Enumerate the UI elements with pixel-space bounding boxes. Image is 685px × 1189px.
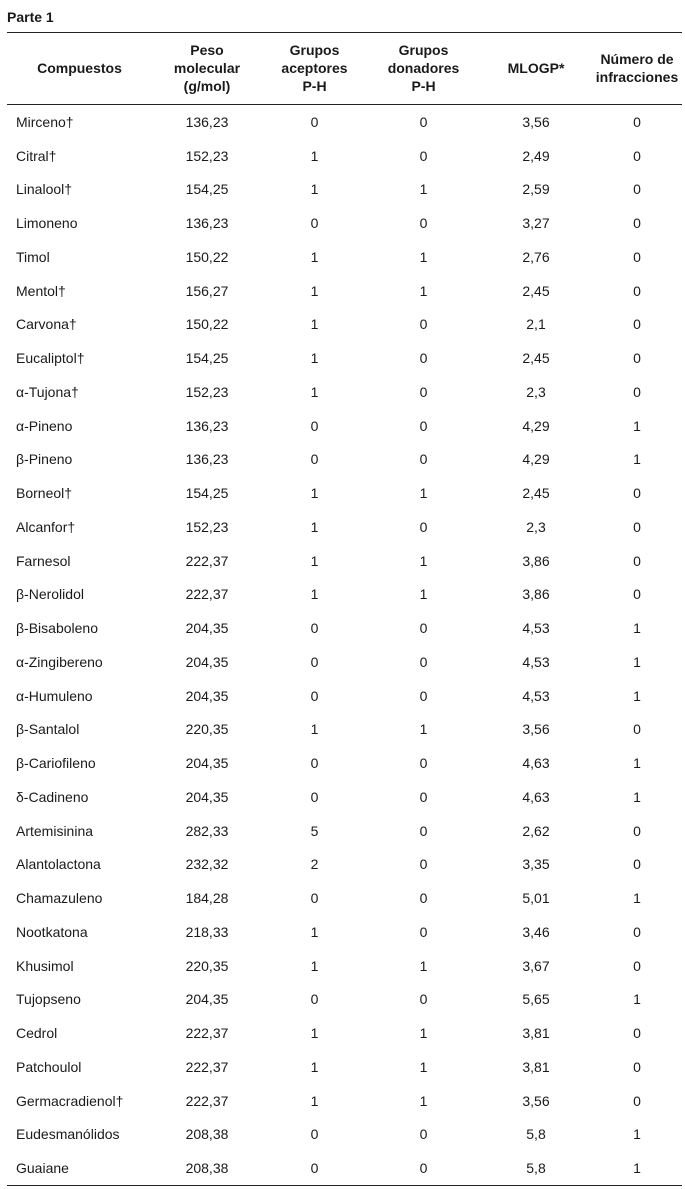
table-row bbox=[7, 781, 682, 813]
cell-mlogp: 2,45 bbox=[522, 282, 550, 299]
cell-donadores: 0 bbox=[419, 890, 428, 907]
table-row bbox=[7, 140, 682, 172]
table-row bbox=[7, 680, 682, 712]
cell-compuesto: β-Cariofileno bbox=[16, 755, 96, 772]
table-row bbox=[7, 578, 682, 610]
cell-compuesto: Eucaliptol† bbox=[16, 350, 85, 367]
table-row bbox=[7, 173, 682, 205]
table-row bbox=[7, 1152, 682, 1184]
part-title: Parte 1 bbox=[7, 9, 54, 25]
table-row bbox=[7, 241, 682, 273]
cell-mlogp: 2,3 bbox=[526, 518, 546, 535]
cell-peso-molecular: 204,35 bbox=[185, 620, 229, 637]
table-row bbox=[7, 207, 682, 239]
cell-aceptores: 0 bbox=[310, 890, 319, 907]
cell-compuesto: β-Santalol bbox=[16, 721, 80, 738]
cell-aceptores: 1 bbox=[310, 248, 319, 265]
cell-infracciones: 0 bbox=[633, 721, 641, 738]
cell-mlogp: 2,59 bbox=[522, 181, 550, 198]
cell-compuesto: Alcanfor† bbox=[16, 518, 76, 535]
table-row bbox=[7, 511, 682, 543]
cell-mlogp: 2,62 bbox=[522, 822, 550, 839]
cell-donadores: 1 bbox=[419, 282, 428, 299]
cell-compuesto: Mentol† bbox=[16, 282, 66, 299]
cell-donadores: 1 bbox=[419, 181, 428, 198]
cell-mlogp: 2,45 bbox=[522, 350, 550, 367]
table-row bbox=[7, 713, 682, 745]
cell-aceptores: 1 bbox=[310, 383, 319, 400]
cell-donadores: 0 bbox=[419, 755, 428, 772]
cell-peso-molecular: 136,23 bbox=[185, 113, 229, 130]
table-body bbox=[7, 105, 682, 1185]
cell-compuesto: β-Bisaboleno bbox=[16, 620, 98, 637]
cell-peso-molecular: 136,23 bbox=[185, 215, 229, 232]
cell-donadores: 0 bbox=[419, 518, 428, 535]
cell-infracciones: 0 bbox=[633, 282, 641, 299]
cell-donadores: 1 bbox=[419, 485, 428, 502]
cell-aceptores: 1 bbox=[310, 316, 319, 333]
cell-compuesto: Germacradienol† bbox=[16, 1092, 124, 1109]
cell-mlogp: 2,1 bbox=[526, 316, 546, 333]
cell-mlogp: 5,8 bbox=[526, 1160, 546, 1177]
cell-peso-molecular: 232,32 bbox=[185, 856, 229, 873]
cell-mlogp: 4,29 bbox=[522, 451, 550, 468]
cell-infracciones: 0 bbox=[633, 957, 641, 974]
cell-aceptores: 0 bbox=[310, 653, 319, 670]
table-row bbox=[7, 848, 682, 880]
table-row bbox=[7, 646, 682, 678]
cell-donadores: 0 bbox=[419, 316, 428, 333]
cell-peso-molecular: 204,35 bbox=[185, 653, 229, 670]
cell-mlogp: 4,63 bbox=[522, 788, 550, 805]
cell-infracciones: 0 bbox=[633, 518, 641, 535]
cell-donadores: 0 bbox=[419, 653, 428, 670]
cell-peso-molecular: 222,37 bbox=[185, 1092, 229, 1109]
cell-compuesto: Borneol† bbox=[16, 485, 73, 502]
cell-mlogp: 3,27 bbox=[522, 215, 550, 232]
cell-mlogp: 4,53 bbox=[522, 687, 550, 704]
header-peso-molecular: Peso molecular (g/mol) bbox=[173, 42, 241, 94]
cell-peso-molecular: 150,22 bbox=[185, 316, 229, 333]
cell-mlogp: 3,86 bbox=[522, 552, 550, 569]
cell-aceptores: 0 bbox=[310, 788, 319, 805]
table-row bbox=[7, 275, 682, 307]
cell-donadores: 0 bbox=[419, 113, 428, 130]
cell-peso-molecular: 222,37 bbox=[185, 552, 229, 569]
cell-infracciones: 0 bbox=[633, 215, 641, 232]
cell-peso-molecular: 222,37 bbox=[185, 586, 229, 603]
cell-infracciones: 1 bbox=[633, 451, 641, 468]
cell-aceptores: 1 bbox=[310, 350, 319, 367]
cell-mlogp: 4,29 bbox=[522, 417, 550, 434]
cell-infracciones: 0 bbox=[633, 856, 641, 873]
cell-peso-molecular: 220,35 bbox=[185, 957, 229, 974]
cell-donadores: 1 bbox=[419, 1025, 428, 1042]
cell-mlogp: 5,01 bbox=[522, 890, 550, 907]
table-row bbox=[7, 1051, 682, 1083]
cell-infracciones: 0 bbox=[633, 822, 641, 839]
cell-donadores: 0 bbox=[419, 350, 428, 367]
cell-donadores: 0 bbox=[419, 215, 428, 232]
cell-donadores: 0 bbox=[419, 417, 428, 434]
cell-donadores: 1 bbox=[419, 957, 428, 974]
cell-infracciones: 0 bbox=[633, 1058, 641, 1075]
cell-compuesto: Cedrol bbox=[16, 1025, 58, 1042]
table-row bbox=[7, 612, 682, 644]
table-header bbox=[7, 32, 682, 104]
cell-aceptores: 1 bbox=[310, 586, 319, 603]
cell-mlogp: 2,45 bbox=[522, 485, 550, 502]
cell-compuesto: Khusimol bbox=[16, 957, 74, 974]
cell-infracciones: 1 bbox=[633, 620, 641, 637]
cell-compuesto: β-Nerolidol bbox=[16, 586, 84, 603]
cell-infracciones: 1 bbox=[633, 653, 641, 670]
header-mlogp: MLOGP* bbox=[507, 60, 565, 76]
cell-peso-molecular: 218,33 bbox=[185, 923, 229, 940]
cell-peso-molecular: 204,35 bbox=[185, 755, 229, 772]
cell-aceptores: 1 bbox=[310, 957, 319, 974]
cell-mlogp: 2,49 bbox=[522, 147, 550, 164]
table-row bbox=[7, 950, 682, 982]
cell-donadores: 1 bbox=[419, 1092, 428, 1109]
cell-aceptores: 0 bbox=[310, 1126, 319, 1143]
cell-compuesto: Nootkatona bbox=[16, 923, 88, 940]
header-grupos-donadores: Grupos donadores P-H bbox=[387, 42, 460, 94]
cell-peso-molecular: 204,35 bbox=[185, 687, 229, 704]
cell-aceptores: 1 bbox=[310, 1025, 319, 1042]
cell-mlogp: 2,76 bbox=[522, 248, 550, 265]
cell-aceptores: 0 bbox=[310, 451, 319, 468]
cell-compuesto: Patchoulol bbox=[16, 1058, 82, 1075]
cell-infracciones: 1 bbox=[633, 417, 641, 434]
cell-donadores: 1 bbox=[419, 552, 428, 569]
cell-compuesto: Eudesmanólidos bbox=[16, 1126, 120, 1143]
cell-peso-molecular: 154,25 bbox=[185, 485, 229, 502]
cell-aceptores: 0 bbox=[310, 687, 319, 704]
cell-peso-molecular: 208,38 bbox=[185, 1160, 229, 1177]
cell-peso-molecular: 282,33 bbox=[185, 822, 229, 839]
cell-donadores: 1 bbox=[419, 1058, 428, 1075]
header-compuestos: Compuestos bbox=[37, 60, 122, 76]
cell-compuesto: Alantolactona bbox=[16, 856, 101, 873]
cell-mlogp: 3,86 bbox=[522, 586, 550, 603]
cell-compuesto: Tujopseno bbox=[16, 991, 81, 1008]
cell-donadores: 0 bbox=[419, 451, 428, 468]
cell-mlogp: 4,53 bbox=[522, 653, 550, 670]
cell-infracciones: 1 bbox=[633, 1160, 641, 1177]
cell-infracciones: 0 bbox=[633, 316, 641, 333]
cell-donadores: 0 bbox=[419, 687, 428, 704]
cell-donadores: 0 bbox=[419, 788, 428, 805]
cell-compuesto: α-Pineno bbox=[16, 417, 73, 434]
cell-compuesto: α-Tujona† bbox=[16, 383, 79, 400]
cell-compuesto: Farnesol bbox=[16, 552, 71, 569]
cell-aceptores: 0 bbox=[310, 215, 319, 232]
cell-aceptores: 1 bbox=[310, 923, 319, 940]
cell-mlogp: 3,81 bbox=[522, 1025, 550, 1042]
cell-compuesto: Mirceno† bbox=[16, 113, 74, 130]
cell-donadores: 0 bbox=[419, 991, 428, 1008]
table-row bbox=[7, 443, 682, 475]
cell-aceptores: 0 bbox=[310, 755, 319, 772]
cell-donadores: 1 bbox=[419, 248, 428, 265]
cell-mlogp: 3,81 bbox=[522, 1058, 550, 1075]
cell-peso-molecular: 222,37 bbox=[185, 1025, 229, 1042]
cell-donadores: 0 bbox=[419, 620, 428, 637]
cell-infracciones: 0 bbox=[633, 1092, 641, 1109]
cell-aceptores: 0 bbox=[310, 1160, 319, 1177]
cell-aceptores: 1 bbox=[310, 181, 319, 198]
cell-compuesto: Guaiane bbox=[16, 1160, 69, 1177]
cell-mlogp: 3,35 bbox=[522, 856, 550, 873]
cell-aceptores: 2 bbox=[310, 856, 319, 873]
cell-aceptores: 1 bbox=[310, 282, 319, 299]
cell-peso-molecular: 204,35 bbox=[185, 788, 229, 805]
table-row bbox=[7, 1085, 682, 1117]
cell-mlogp: 4,63 bbox=[522, 755, 550, 772]
cell-infracciones: 0 bbox=[633, 248, 641, 265]
cell-infracciones: 0 bbox=[633, 485, 641, 502]
cell-donadores: 0 bbox=[419, 822, 428, 839]
cell-mlogp: 3,56 bbox=[522, 113, 550, 130]
cell-aceptores: 1 bbox=[310, 1058, 319, 1075]
cell-infracciones: 0 bbox=[633, 350, 641, 367]
cell-peso-molecular: 184,28 bbox=[185, 890, 229, 907]
cell-infracciones: 0 bbox=[633, 181, 641, 198]
cell-donadores: 0 bbox=[419, 856, 428, 873]
table-row bbox=[7, 410, 682, 442]
cell-donadores: 0 bbox=[419, 147, 428, 164]
cell-aceptores: 1 bbox=[310, 147, 319, 164]
cell-mlogp: 3,56 bbox=[522, 721, 550, 738]
cell-infracciones: 1 bbox=[633, 890, 641, 907]
cell-mlogp: 3,46 bbox=[522, 923, 550, 940]
table-row bbox=[7, 106, 682, 138]
header-grupos-aceptores: Grupos aceptores P-H bbox=[281, 42, 348, 94]
cell-donadores: 1 bbox=[419, 721, 428, 738]
cell-donadores: 0 bbox=[419, 383, 428, 400]
cell-compuesto: β-Pineno bbox=[16, 451, 73, 468]
cell-mlogp: 5,8 bbox=[526, 1126, 546, 1143]
cell-mlogp: 3,67 bbox=[522, 957, 550, 974]
cell-infracciones: 1 bbox=[633, 1126, 641, 1143]
cell-mlogp: 5,65 bbox=[522, 991, 550, 1008]
cell-aceptores: 5 bbox=[310, 822, 319, 839]
table-row bbox=[7, 1017, 682, 1049]
cell-peso-molecular: 222,37 bbox=[185, 1058, 229, 1075]
table-row bbox=[7, 1118, 682, 1150]
cell-mlogp: 4,53 bbox=[522, 620, 550, 637]
cell-peso-molecular: 136,23 bbox=[185, 451, 229, 468]
cell-compuesto: δ-Cadineno bbox=[16, 788, 89, 805]
cell-infracciones: 0 bbox=[633, 1025, 641, 1042]
cell-infracciones: 1 bbox=[633, 788, 641, 805]
table-row bbox=[7, 342, 682, 374]
cell-aceptores: 0 bbox=[310, 620, 319, 637]
cell-compuesto: Linalool† bbox=[16, 181, 73, 198]
table-row bbox=[7, 815, 682, 847]
cell-peso-molecular: 204,35 bbox=[185, 991, 229, 1008]
cell-infracciones: 0 bbox=[633, 147, 641, 164]
cell-infracciones: 1 bbox=[633, 755, 641, 772]
cell-compuesto: Carvona† bbox=[16, 316, 77, 333]
cell-mlogp: 2,3 bbox=[526, 383, 546, 400]
header-numero-infracciones: Número de infracciones bbox=[595, 51, 679, 85]
cell-infracciones: 0 bbox=[633, 113, 641, 130]
cell-donadores: 0 bbox=[419, 923, 428, 940]
cell-compuesto: Timol bbox=[16, 248, 50, 265]
table-row bbox=[7, 916, 682, 948]
cell-donadores: 0 bbox=[419, 1160, 428, 1177]
table-row bbox=[7, 376, 682, 408]
table-bottom-rule bbox=[7, 1185, 682, 1186]
cell-mlogp: 3,56 bbox=[522, 1092, 550, 1109]
cell-infracciones: 1 bbox=[633, 687, 641, 704]
cell-peso-molecular: 154,25 bbox=[185, 181, 229, 198]
cell-peso-molecular: 154,25 bbox=[185, 350, 229, 367]
cell-peso-molecular: 208,38 bbox=[185, 1126, 229, 1143]
table-row bbox=[7, 477, 682, 509]
table-row bbox=[7, 882, 682, 914]
cell-compuesto: Artemisinina bbox=[16, 822, 94, 839]
cell-donadores: 0 bbox=[419, 1126, 428, 1143]
table-row bbox=[7, 983, 682, 1015]
cell-aceptores: 1 bbox=[310, 518, 319, 535]
cell-compuesto: α-Zingibereno bbox=[16, 653, 103, 670]
cell-infracciones: 0 bbox=[633, 923, 641, 940]
cell-infracciones: 0 bbox=[633, 586, 641, 603]
cell-infracciones: 1 bbox=[633, 991, 641, 1008]
cell-infracciones: 0 bbox=[633, 552, 641, 569]
cell-aceptores: 0 bbox=[310, 991, 319, 1008]
cell-compuesto: Citral† bbox=[16, 147, 57, 164]
cell-aceptores: 1 bbox=[310, 721, 319, 738]
table-row bbox=[7, 545, 682, 577]
cell-peso-molecular: 152,23 bbox=[185, 518, 229, 535]
table-row bbox=[7, 747, 682, 779]
cell-peso-molecular: 150,22 bbox=[185, 248, 229, 265]
cell-aceptores: 0 bbox=[310, 113, 319, 130]
cell-peso-molecular: 152,23 bbox=[185, 383, 229, 400]
cell-peso-molecular: 156,27 bbox=[185, 282, 229, 299]
cell-peso-molecular: 152,23 bbox=[185, 147, 229, 164]
table-row bbox=[7, 308, 682, 340]
cell-compuesto: α-Humuleno bbox=[16, 687, 93, 704]
cell-peso-molecular: 220,35 bbox=[185, 721, 229, 738]
cell-compuesto: Limoneno bbox=[16, 215, 78, 232]
cell-donadores: 1 bbox=[419, 586, 428, 603]
cell-infracciones: 0 bbox=[633, 383, 641, 400]
cell-aceptores: 1 bbox=[310, 1092, 319, 1109]
cell-aceptores: 1 bbox=[310, 485, 319, 502]
cell-peso-molecular: 136,23 bbox=[185, 417, 229, 434]
cell-aceptores: 0 bbox=[310, 417, 319, 434]
cell-aceptores: 1 bbox=[310, 552, 319, 569]
cell-compuesto: Chamazuleno bbox=[16, 890, 103, 907]
